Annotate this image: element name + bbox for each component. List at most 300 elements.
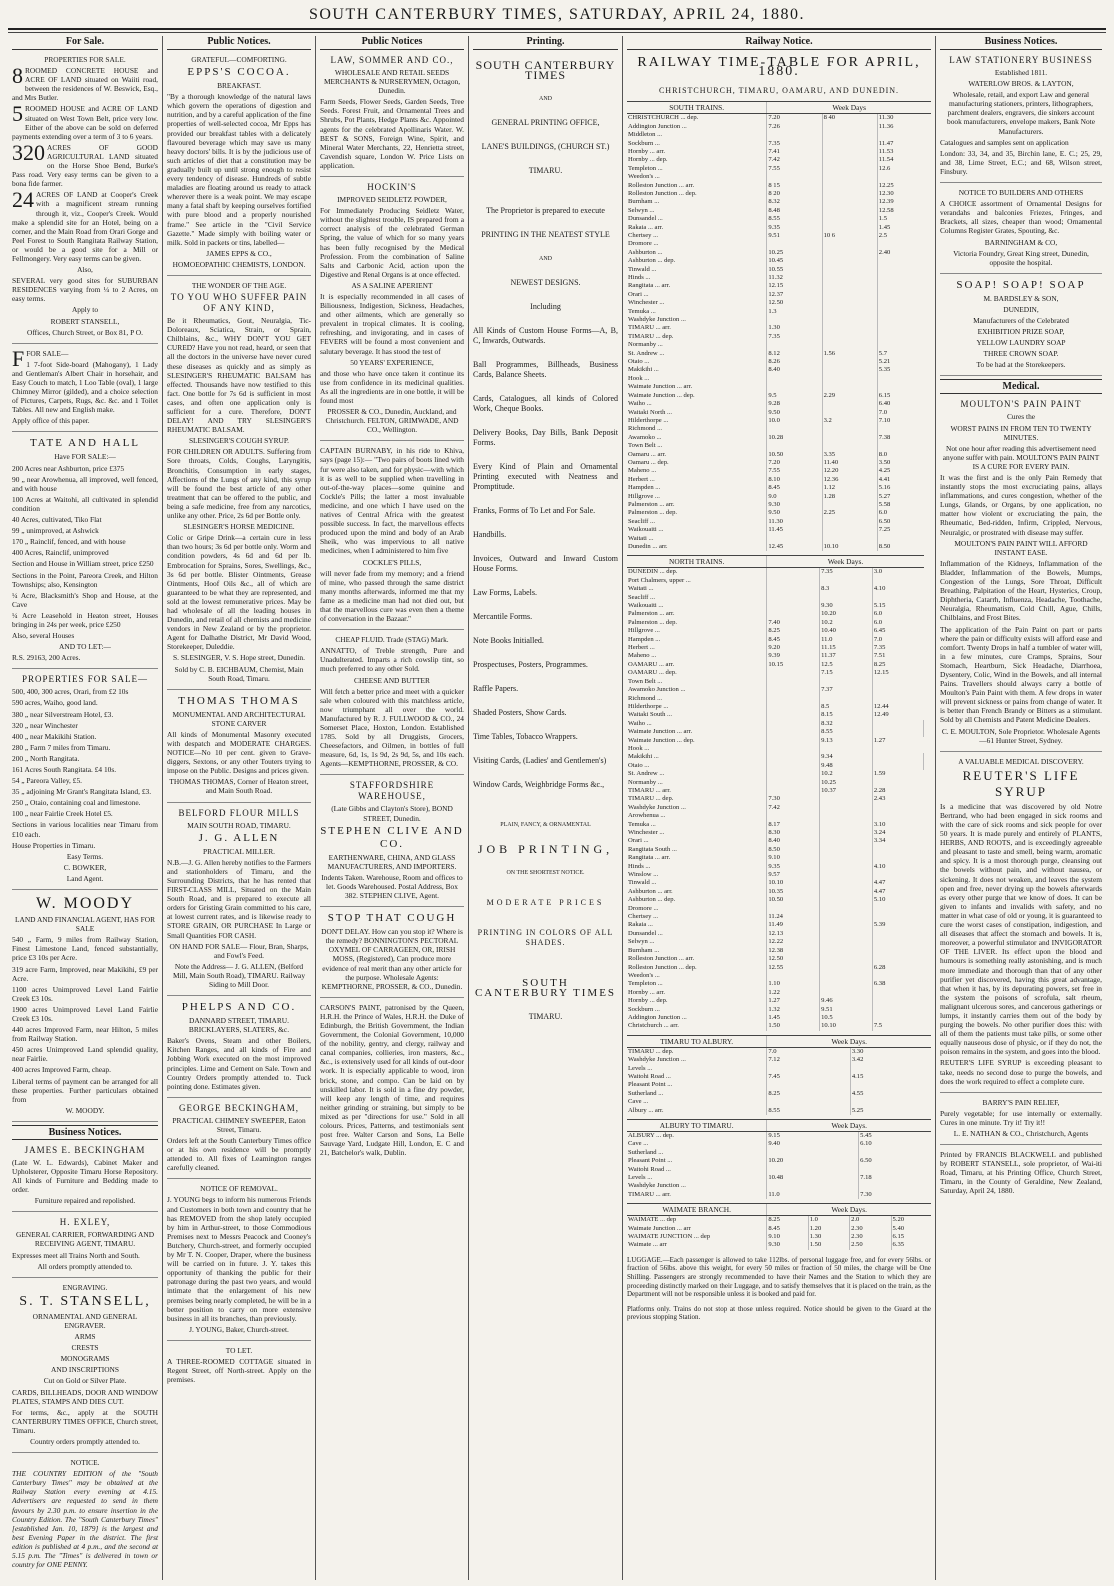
ad-subtitle: LAND AND FINANCIAL AGENT, HAS FOR SALE (14, 915, 155, 934)
ad-heading: NOTICE TO BUILDERS AND OTHERS (958, 188, 1084, 198)
ad-list-item: 200 „ North Rangitata. (12, 753, 80, 763)
departure-time (767, 1065, 851, 1073)
ad-list-item: 250 „ Otaio, containing coal and limestone. (12, 798, 141, 808)
station-name: Weedon's ... (628, 173, 660, 181)
printing-text: MODERATE PRICES (486, 898, 605, 907)
timetable-row (627, 156, 931, 164)
departure-time: 8.26 (767, 358, 822, 366)
station-name: Rakaia ... arr. (628, 223, 664, 231)
departure-time (872, 947, 923, 955)
ad-text: ANNATTO, of Treble strength, Pure and Unadulterated. Imparts a rich cowslip tint, so much preferred to any other Sold. (320, 646, 464, 674)
departure-time: 7.42 (767, 804, 820, 812)
ad-title: TATE AND HALL (29, 437, 141, 450)
departure-time: 12.50 (767, 299, 822, 307)
station-name: Washdyke Junction ... (628, 316, 686, 324)
departure-time: 12.36 (822, 476, 877, 484)
ad-list-item: House Properties in Timaru. (12, 840, 96, 850)
departure-time: 3.34 (872, 837, 923, 845)
departure-time: 4.25 (877, 467, 931, 475)
ad-heading: A VALUABLE MEDICAL DISCOVERY. (958, 756, 1084, 766)
timetable-row (627, 182, 931, 190)
ad-notice (12, 1456, 158, 1575)
departure-time (820, 695, 873, 703)
departure-time (820, 989, 873, 997)
departure-time: 7.45 (767, 1073, 851, 1081)
departure-time: 9.48 (820, 762, 873, 770)
ad-list-item: 99 „ unimproved, at Ashwick (12, 526, 99, 536)
station-name: Ashburton ... dep. (628, 257, 676, 265)
ad-text: Victoria Foundry, Great King street, Dunedin, opposite the hospital. (953, 248, 1089, 267)
station-name: Waimate ... arr (628, 1241, 667, 1249)
masthead-rule-thin (8, 32, 1106, 33)
ad-list-item: 200 Acres near Ashburton, price £375 (12, 463, 125, 473)
station-name: Templeton ... (628, 164, 663, 172)
ad-signature: C. BOWKER, (63, 862, 107, 872)
departure-time: 8.12 (767, 350, 822, 358)
departure-time (767, 425, 822, 433)
station-name: Hornby ... arr. (628, 988, 665, 996)
departure-time: 7.15 (820, 669, 873, 677)
departure-time: 6.50 (859, 1157, 931, 1165)
station-name: Tinwald ... (628, 265, 657, 273)
section-heading: Business Notices. (940, 36, 1102, 50)
ad-signature: BARNINGHAM & CO, (984, 237, 1058, 247)
timetable-row (627, 501, 931, 509)
ad-text: Is a medicine that was discovered by old Notre Bertrand, who had been engaged in sick rooms and with the care of sick rooms and sick people for over 50 years. It is made purely and entirely of PLANTS, HERBS, AND ROOTS, and is exceedingly agreeable and pleasant to taste and smell, being warm, aromatic and spicy. It is a most thorough purge, cleansing out the bowels without pain, and without nausea, or sickening. It does not weaken, and leaves the system open and free, never drying up the bowels afterwards as every other purge that we know of does. It can be given to infants and invalids with safety, and no matter in what case of old or young, it is guaranteed to cure the worst cases of constipation, indigestion, and all diseases that affect the stomach and bowels. It is, moreover, a powerful stimulator and INVIGORATOR OF THE LIVER. Its effect upon the blood and humours is something really astonishing, and is much more immediate and thorough than that of any other purifier yet discovered, having this great advantage, that when it has, by its depurating powers, set free in the system the poisons of scrofula, salt rheum, malignant ulcerous sores, and cancerous gatherings or lumps, it instantly carries them out of the body by purging the bowels. No other purifier does this: with all of them the patients must take pills, or some other equally nauseous dose of physic, or if they do not, the poison remains in the system, and goes into the blood. (940, 801, 1102, 1057)
departure-time (872, 854, 923, 862)
station-name: Arowhenua ... (628, 812, 666, 820)
departure-time: 8.3 (820, 585, 873, 593)
departure-time (820, 888, 873, 896)
departure-time: 1.27 (872, 737, 923, 745)
departure-time (820, 938, 873, 946)
timetable-row (627, 1191, 931, 1199)
departure-time: 11.32 (767, 274, 822, 282)
ad-engraving (12, 1281, 158, 1453)
departure-time: 10.20 (820, 610, 873, 618)
timetable-row (627, 762, 931, 770)
timetable-row (627, 249, 931, 257)
printing-service: Note Books Initialled. (473, 636, 544, 645)
departure-time: 10.25 (767, 249, 822, 257)
departure-time: 6.0 (872, 619, 923, 627)
departure-time: 10.28 (767, 434, 822, 442)
printing-text: The Proprietor is prepared to execute (486, 206, 605, 215)
departure-time: 7.25 (877, 526, 931, 534)
station-name: Otaio ... (628, 358, 650, 366)
station-name: Orari ... (628, 290, 649, 298)
departure-time: 10.50 (767, 451, 822, 459)
printing-service: Prospectuses, Posters, Programmes. (473, 660, 588, 669)
station-name: Sockburn ... (628, 1005, 660, 1013)
departure-time (877, 308, 931, 316)
departure-time: 9.51 (820, 1006, 873, 1014)
station-name: Ashburton ... (628, 248, 663, 256)
departure-time (820, 863, 873, 871)
ad-heading: THE WONDER OF THE AGE. (191, 280, 287, 290)
ad-subtitle: CHEESE AND BUTTER (354, 675, 430, 685)
station-name: Temuka ... (628, 820, 656, 828)
departure-time (767, 610, 820, 618)
ad-title: JAMES E. BECKINGHAM (24, 1144, 146, 1155)
departure-time (767, 1149, 859, 1157)
timetable-row (627, 358, 931, 366)
departure-time (877, 299, 931, 307)
station-name: Christchurch ... arr. (628, 1022, 679, 1030)
departure-time (924, 753, 931, 761)
timetable-row (627, 1140, 931, 1148)
station-name: OAMARU ... dep. (628, 669, 677, 677)
departure-time (859, 1166, 931, 1174)
departure-time: 12.20 (822, 467, 877, 475)
departure-time: 1.10 (767, 980, 820, 988)
departure-time (820, 921, 873, 929)
ad-title: STOP THAT COUGH (327, 912, 457, 925)
departure-time: 7.5 (872, 1022, 923, 1030)
timetable-row (627, 282, 931, 290)
ad-text: Also, (77, 265, 93, 275)
column-printing (469, 36, 622, 1580)
departure-time (872, 812, 923, 820)
ad-bardsley-soap (940, 277, 1102, 377)
timetable-row (627, 888, 931, 896)
departure-time (877, 240, 931, 248)
ad-text: Purely vegetable; for use internally or externally. Cures in one minute. Try it! Try it!! (940, 1108, 1102, 1127)
departure-time: 8.32 (820, 720, 873, 728)
station-name: Dunsandel ... (628, 215, 663, 223)
timetable-row (627, 350, 931, 358)
ad-signature: J. YOUNG, Baker, Church-street. (189, 1324, 289, 1334)
station-name: Dromore ... (628, 240, 659, 248)
departure-time (822, 182, 877, 190)
station-name: Waimate Junction ... arr. (628, 383, 693, 391)
ad-text: DON'T DELAY. How can you stop it? Where is the remedy? BONNINGTON'S PECTORAL OXYMEL OF CARRAGEEN, OR, IRISH MOSS, (Registered), Can produce more evidence of real merit than any other article for the purpose. Wholesale Agents: KEMPTHORNE, PROSSER, & CO., Dunedin. (321, 927, 463, 991)
departure-time (872, 695, 923, 703)
station-name: Palmerston ... arr. (628, 610, 675, 618)
station-name: Oamaru ... arr. (628, 450, 667, 458)
station-name: CHRISTCHURCH ... dep. (628, 114, 699, 122)
printing-text: PLAIN, FANCY, & ORNAMENTAL (500, 822, 591, 828)
station-name: Hook ... (628, 374, 650, 382)
timetable-row (627, 1182, 931, 1190)
timetable-row (627, 972, 931, 980)
printing-service: Time Tables, Tobacco Wrappers. (473, 732, 578, 741)
ad-text: (Late W. L. Edwards), Cabinet Maker and Upholsterer, Opposite Timaru Horse Repository. All kinds of Furniture and Bedding made to order. (12, 1157, 158, 1195)
ad-title: GEORGE BECKINGHAM, (179, 1102, 299, 1113)
timetable-row (627, 1149, 931, 1157)
ad-waterlow (940, 53, 1102, 183)
station-name: Waimate Junction ... dep. (628, 736, 695, 744)
ad-list-item: AND INSCRIPTIONS (51, 1365, 119, 1375)
departure-time: 7.38 (877, 434, 931, 442)
ad-text: Furniture repaired and repolished. (34, 1196, 136, 1206)
departure-time (822, 358, 877, 366)
departure-time: 1.56 (822, 350, 877, 358)
timetable-row (627, 619, 931, 627)
ad-title: PROPERTIES FOR SALE— (22, 674, 148, 685)
ad-cough (320, 910, 464, 998)
departure-time (767, 703, 820, 711)
departure-time (767, 728, 820, 736)
departure-time (872, 871, 923, 879)
ad-list-item: 319 acre Farm, Improved, near Makikihi, £9 per Acre. (12, 964, 158, 983)
departure-time: 5.7 (877, 350, 931, 358)
departure-time (767, 577, 820, 585)
timetable-row (627, 383, 931, 391)
departure-time: 7.10 (877, 417, 931, 425)
departure-time: 7.12 (767, 1056, 851, 1064)
departure-time (877, 375, 931, 383)
departure-time (872, 686, 923, 694)
timetable-row (627, 779, 931, 787)
ad-text: CARSON'S PAINT, patronised by the Queen, H.R.H. the Prince of Wales, H.R.H. the Duke of Edinburgh, the British Government, the Indian Government, the Colonial Government, 10,000 of the nobility, gentry, and clergy, railway and canal companies, collieries, iron masters, &c., &c., is extensively used for all kinds of out-door work. It is especially applicable to wood, iron brick, stone, and compo. Can be laid on by unskilled labor. It is sold in a fine dry powder, will keep any length of time, and requires neither grinding or straining, but simply to be mixed as per "directions for use." Sold in all colours. Prices, Patterns, and testimonials sent post free. Walter Carson and Sons, La Belle Sauvage Yard, Ludgate Hill, London, E. C and 21, Batchelor's walk, Dublin. (320, 1002, 464, 1158)
departure-time (877, 316, 931, 324)
departure-time: 12.44 (872, 703, 923, 711)
timetable-row (627, 148, 931, 156)
station-name: Temuka ... (628, 307, 656, 315)
departure-time: 8.50 (877, 543, 931, 551)
departure-time (820, 905, 873, 913)
station-name: Levels ... (628, 1174, 653, 1182)
timetable-row (627, 1014, 931, 1022)
ad-text: CARDS, BILLHEADS, DOOR AND WINDOW PLATES, STAMPS AND DIES CUT. (12, 1387, 158, 1406)
printing-address: LANE'S BUILDINGS, (CHURCH ST.) (481, 142, 610, 151)
departure-time: 2.50 (850, 1241, 891, 1249)
departure-time (872, 972, 923, 980)
departure-time (877, 266, 931, 274)
timetable-row (627, 627, 931, 635)
station-name: Sutherland ... (628, 1089, 664, 1097)
timetable-row (627, 980, 931, 988)
ad-title: MOULTON'S PAIN PAINT (960, 399, 1082, 410)
departure-time: 3.2 (822, 417, 877, 425)
departure-time: 4.47 (872, 888, 923, 896)
ad-heading: ENGRAVING. (62, 1282, 108, 1292)
ad-list-item: 170 „ Rainclif, fenced, and with house (12, 537, 126, 547)
departure-time: 9.30 (767, 501, 822, 509)
departure-time: 1.27 (767, 997, 820, 1005)
station-name: Oamaru ... dep. (628, 458, 669, 466)
departure-time: 10.15 (767, 661, 820, 669)
departure-time: 4.55 (850, 1090, 931, 1098)
departure-time: 4.10 (872, 585, 923, 593)
departure-time (767, 762, 820, 770)
timetable-row (627, 1073, 931, 1081)
departure-time (767, 316, 822, 324)
departure-time (872, 577, 923, 585)
ad-list-item: 35 „ adjoining Mr Grant's Rangitata Island, £3. (12, 787, 152, 797)
ad-title: SOAP! SOAP! SOAP (956, 278, 1086, 291)
departure-time (822, 366, 877, 374)
departure-time: 7.0 (877, 409, 931, 417)
departure-time: 1.22 (767, 989, 820, 997)
timetable-row (627, 913, 931, 921)
departure-time: 1.20 (808, 1225, 849, 1233)
timetable-row (627, 804, 931, 812)
timetable-row (627, 879, 931, 887)
printing-service: Law Forms, Labels. (473, 588, 537, 597)
departure-time: 4.41 (877, 476, 931, 484)
timetable-row (627, 291, 931, 299)
timetable-row (627, 829, 931, 837)
departure-time (877, 425, 931, 433)
departure-time: 8.40 (767, 837, 820, 845)
departure-time: 8.25 (767, 1090, 851, 1098)
printing-service: Raffle Papers. (473, 684, 519, 693)
departure-time: 7.51 (872, 652, 923, 660)
departure-time (872, 678, 923, 686)
timetable-row (627, 955, 931, 963)
ad-subtitle: EARTHENWARE, CHINA, AND GLASS MANUFACTURERS, AND IMPORTERS. (327, 852, 457, 871)
station-name: Dromore ... (628, 904, 659, 912)
departure-time (820, 930, 873, 938)
ad-text: "By a thorough knowledge of the natural laws which govern the operations of digestion and nutrition, and by a careful application of the fine properties of well-selected cocoa, Mr Epps has provided our breakfast tables with a delicately flavoured beverage which may save us many heavy doctors' bills. It is by the judicious use of such articles of diet that a constitution may be gradually built up until strong enough to resist every tendency of disease. Hundreds of subtle maladies are floating around us ready to attack wherever there is a weak point. We may escape many a fatal shaft by keeping ourselves fortified with pure blood and a properly nourished frame." See article in the "Civil Service Gazette." Made simply with boiling water or milk. Sold in packets or tins, labelled— (167, 92, 311, 247)
timetable-row (627, 947, 931, 955)
ad-barningham (940, 186, 1102, 274)
departure-time: 9.0 (767, 493, 822, 501)
departure-time: 12.37 (767, 291, 822, 299)
station-name: Town Belt ... (628, 442, 663, 450)
station-name: Rolleston Junction ... arr. (628, 181, 695, 189)
ad-subtitle: ORNAMENTAL AND GENERAL ENGRAVER. (32, 1311, 138, 1330)
departure-time: 5.15 (872, 602, 923, 610)
ad-list-item: 400 acres Improved Farm, cheap. (12, 1065, 111, 1075)
departure-time (767, 1182, 859, 1190)
ad-list-item: Sections in the Point, Pareora Creek, and Hilton Townships; also, Kensington (12, 570, 158, 589)
timetable-row (627, 257, 931, 265)
ad-list-item: 100 „ near Fairlie Creek Hotel £5. (12, 809, 113, 819)
departure-time: 11.24 (767, 913, 820, 921)
departure-time: 12.55 (767, 964, 820, 972)
station-name: Hilderthorpe ... (628, 416, 669, 424)
ad-list-item: Section and House in William street, price £250 (12, 559, 154, 569)
departure-time: 10.35 (767, 888, 820, 896)
departure-time (767, 737, 820, 745)
departure-time: 7.18 (859, 1174, 931, 1182)
departure-time (822, 274, 877, 282)
timetable-row (627, 173, 931, 181)
departure-time (877, 257, 931, 265)
station-name: Awamoko Junction ... (628, 686, 686, 694)
station-name: Middleton ... (628, 131, 663, 139)
ad-title: PROPERTIES FOR SALE. (44, 55, 126, 64)
ad-item: 8 ROOMED CONCRETE HOUSE and ACRE OF LAND situated on Waiiti road, between the residences of W. Beswick, Esq., and Mrs Butler. (12, 63, 158, 103)
ad-text: Easy Terms. (66, 851, 104, 861)
station-name: Hinds ... (628, 862, 651, 870)
departure-time (767, 678, 820, 686)
ad-title: HOCKIN'S (367, 182, 417, 193)
station-name: Pleasant Point ... (628, 1157, 673, 1165)
timetable-row (627, 1157, 931, 1165)
timetable-row (627, 703, 931, 711)
ad-list-item: 590 acres, Waiho, good land. (12, 698, 98, 708)
departure-time (872, 938, 923, 946)
printing-and: AND (539, 96, 552, 102)
station-name: Addington Junction ... (628, 1013, 687, 1021)
ad-signature: Sold by C. B. EICHBAUM, Chemist, Main South Road, Timaru. (174, 664, 304, 683)
station-name: Rakaia ... (628, 921, 653, 929)
departure-time (822, 266, 877, 274)
timetable-row (627, 1107, 931, 1115)
station-name: TIMARU ... dep. (628, 332, 674, 340)
ad-text: Not one hour after reading this advertisement need anyone suffer with pain. MOULTON'S PAIN PAINT IS A CURE FOR EVERY PAIN. (942, 443, 1100, 471)
timetable-row (627, 1241, 931, 1249)
departure-time (767, 602, 820, 610)
table-week-header: Week Days. (767, 1035, 931, 1047)
departure-time (822, 299, 877, 307)
ad-text: SEVERAL very good sites for SUBURBAN RESIDENCES varying from ¼ to 2 Acres, on easy terms. (12, 276, 158, 304)
departure-time (822, 257, 877, 265)
departure-time (767, 905, 820, 913)
departure-time: 11.15 (820, 644, 873, 652)
ad-title: BELFORD FLOUR MILLS (178, 807, 300, 818)
departure-time: 6.38 (872, 980, 923, 988)
departure-time: 7.55 (767, 467, 822, 475)
station-name: TIMARU ... dep. (628, 795, 674, 803)
departure-time: 7.0 (872, 636, 923, 644)
departure-time: 11.49 (767, 921, 820, 929)
ad-list-item: 380 „ near Silverstream Hotel, £3. (12, 709, 114, 719)
departure-time: 4.10 (872, 863, 923, 871)
ad-list-item: 540 „ Farm, 9 miles from Railway Station, Finest Limestone Land, fenced substantially, price £3 10s per Acre. (12, 935, 158, 963)
station-name: Winchester ... (628, 299, 665, 307)
departure-time (924, 762, 931, 770)
timetable-row (627, 837, 931, 845)
departure-time: 7.35 (820, 568, 873, 577)
column-railway (623, 36, 935, 1580)
timetable-row (627, 476, 931, 484)
departure-time (820, 854, 873, 862)
timetable-row (627, 543, 931, 551)
ad-list-item: 1100 acres Unimproved Level Land Fairlie Creek £3 10s. (12, 984, 158, 1003)
station-name: Cave ... (628, 1140, 649, 1148)
station-name: Hinds ... (628, 274, 651, 281)
station-name: Waitaki North ... (628, 408, 672, 416)
table-label: NORTH TRAINS. (627, 556, 767, 568)
printing-service: All Kinds of Custom House Forms—A, B, C, Inwards, Outwards. (473, 326, 618, 345)
timetable-row (627, 938, 931, 946)
ad-staffordshire (320, 778, 464, 907)
ad-text: Liberal terms of payment can be arranged for all these properties. Further particulars obtained from (12, 1076, 158, 1104)
departure-time: 9.30 (767, 1241, 808, 1249)
departure-time (872, 728, 923, 736)
departure-time: 10.2 (820, 770, 873, 778)
ad-barry (940, 1096, 1102, 1145)
platform-notice: Platforms only. Trains do not stop at those unless required. Notice should be given to the Guard at the previous stopping Station. (627, 1304, 931, 1322)
station-name: TIMARU ... arr. (628, 786, 671, 794)
departure-time (822, 535, 877, 543)
ad-text: will never fade from my memory; and a friend of mine, who passed through the same district many months afterwards, informed me that my fame as a medicine man had not died out, but that the marvellous cure was even then a theme of conversation in the Bazaar." (320, 568, 464, 624)
timetable-row (627, 299, 931, 307)
ad-item: 24 ACRES OF LAND at Cooper's Creek with a magnificent stream running through it, viz., Cooper's Creek. Would make a splendid site for an Hotel, being on a corner, and the Main Road from Orari Gorge and Peel Forest to South Rangitata Railway Station, or would be a good site for a Mill or Fellmongery. Very easy terms can be given. (12, 187, 158, 263)
departure-time (767, 341, 822, 349)
station-name: Addington Junction ... (628, 122, 687, 130)
station-name: Herbert ... (628, 644, 655, 652)
departure-time: 11.54 (877, 156, 931, 164)
ad-list-item: 280 „ Farm 7 miles from Timaru. (12, 742, 111, 752)
ad-text: To be had at the Storekeepers. (976, 360, 1066, 370)
timetable-row (627, 417, 931, 425)
departure-time: 7.41 (767, 148, 822, 156)
departure-time: 2.40 (877, 249, 931, 257)
ad-title: GRATEFUL—COMFORTING. (191, 55, 287, 64)
station-name: Selwyn ... (628, 938, 655, 946)
timetable-row (627, 308, 931, 316)
departure-time (924, 720, 931, 728)
ad-title: J. G. ALLEN (198, 831, 280, 844)
departure-time: 8.55 (820, 728, 873, 736)
station-name: Richmond ... (628, 425, 663, 433)
